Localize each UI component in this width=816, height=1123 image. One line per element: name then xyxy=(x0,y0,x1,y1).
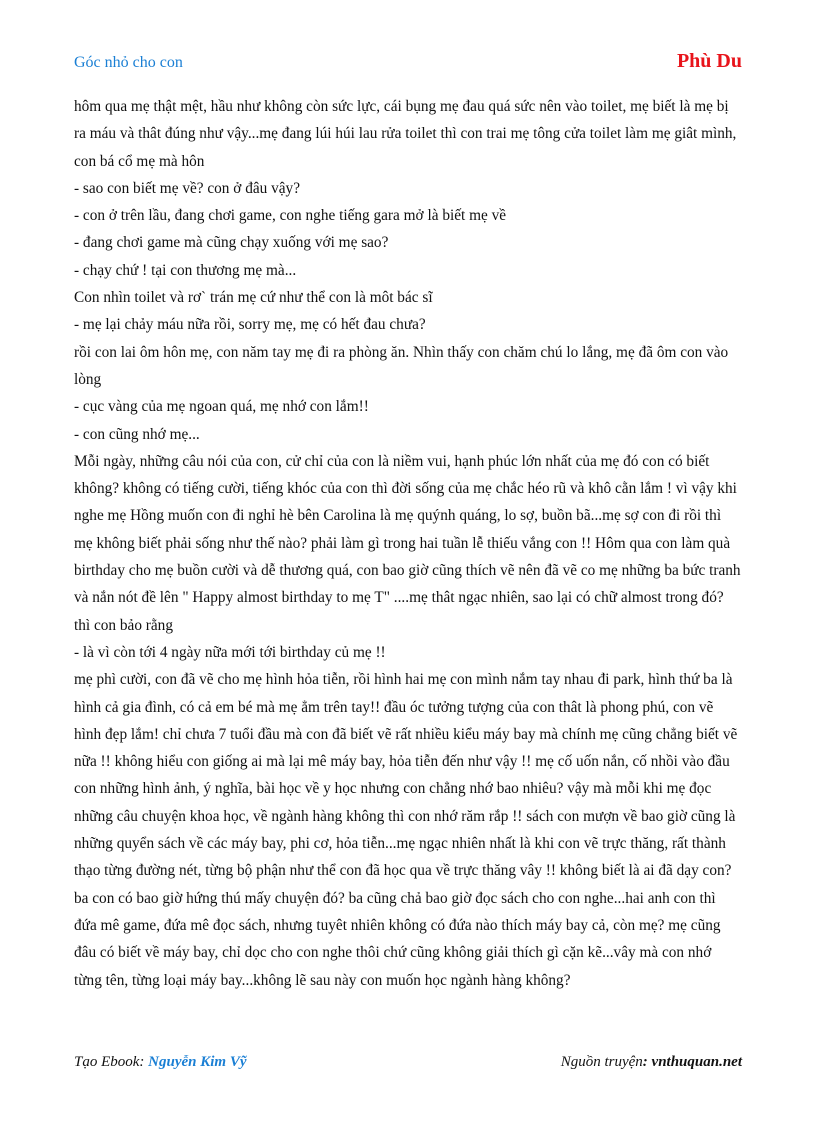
dialogue-line: - con cũng nhớ mẹ... xyxy=(74,425,200,443)
page-header xyxy=(74,50,742,76)
paragraph: Con nhìn toilet và rơ` trán mẹ cứ như thể con là môt bác sĩ xyxy=(74,289,433,307)
dialogue-line: - sao con biết mẹ về? con ở đâu vậy? xyxy=(74,179,300,197)
paragraph: hôm qua mẹ thật mệt, hầu như không còn sức lực, cái bụng mẹ đau quá sức nên vào toilet, mẹ biết là mẹ bị ra máu và thât đúng như vậy...mẹ đang lúi húi lau rửa toilet thì con trai mẹ tông cửa toilet làm mẹ giât mình, con bá cổ mẹ mà hôn xyxy=(74,98,737,170)
paragraph: rồi con lai ôm hôn mẹ, con năm tay mẹ đi ra phòng ăn. Nhìn thấy con chăm chú lo lắng, mẹ đã ôm con vào lòng xyxy=(74,343,729,388)
story-body xyxy=(74,93,742,994)
book-title: Góc nhỏ cho con xyxy=(74,54,183,71)
dialogue-line: - mẹ lại chảy máu nữa rồi, sorry mẹ, mẹ có hết đau chưa? xyxy=(74,316,426,334)
author-name: Phù Du xyxy=(676,50,742,72)
page-footer xyxy=(74,1054,742,1076)
dialogue-line: - đang chơi game mà cũng chạy xuống với mẹ sao? xyxy=(74,234,389,252)
dialogue-line: - cục vàng của mẹ ngoan quá, mẹ nhớ con lắm!! xyxy=(74,398,369,416)
paragraph: mẹ phì cười, con đã vẽ cho mẹ hình hỏa tiễn, rồi hình hai mẹ con mình nắm tay nhau đi park, hình thứ ba là hình cả gia đình, có cả em bé mà mẹ ẳm trên tay!! đầu óc tưởng tượng của con thât là phong phú, con vẽ hình đẹp lắm! chỉ chưa 7 tuổi đầu mà con đã biết vẽ rất nhiều kiểu máy bay mà chính mẹ cũng chẳng biết vẽ nữa !! không hiểu con giống ai mà lại mê máy bay, hỏa tiễn đến như vậy !! mẹ cố uốn nắn, cố nhồi vào đầu con những hình ảnh, ý nghĩa, bài học về y học nhưng con chẳng nhớ bao nhiêu? vậy mà mỗi khi mẹ đọc những câu chuyện khoa học, về ngành hàng không thì con nhớ răm rắp !! sách con mượn về bao giờ cũng là những quyển sách về các máy bay, phi cơ, hỏa tiễn...mẹ ngạc nhiên nhất là khi con vẽ trực thăng, rất thành thạo từng đường nét, từng bộ phận như thể con đã học qua về trực thăng vây !! không biết là ai đã dạy con? ba con có bao giờ hứng thú mấy chuyện đó? ba cũng chả bao giờ đọc sách cho con nghe...hai anh con thì đứa mê game, đứa mê đọc sách, nhưng tuyêt nhiên không có đứa nào thích máy bay cả, còn mẹ? mẹ cũng đâu có biết về máy bay, chỉ dọc cho con nghe thôi chứ cũng không giải thích gì cặn kẽ...vây mà con nhớ từng tên, từng loại máy bay...không lẽ sau này con muốn học ngành hàng không? xyxy=(74,671,738,989)
source-credit xyxy=(561,1054,742,1071)
dialogue-line: - là vì còn tới 4 ngày nữa mới tới birthday củ mẹ !! xyxy=(74,643,386,661)
dialogue-line: - chạy chứ ! tại con thương mẹ mà... xyxy=(74,261,297,279)
source-label: Nguồn truyện xyxy=(560,1054,643,1070)
source-site-link[interactable]: vnthuquan.net xyxy=(651,1054,742,1070)
ebook-author: Nguyễn Kim Vỹ xyxy=(148,1054,247,1070)
ebook-separator: : xyxy=(139,1054,149,1070)
ebook-credit xyxy=(74,1054,247,1071)
paragraph: Mỗi ngày, những câu nói của con, cử chỉ của con là niềm vui, hạnh phúc lớn nhất của mẹ đó con có biết không? không có tiếng cười, tiếng khóc của con thì đời sống của mẹ chắc héo rũ và khô cằn lắm ! vì vậy khi nghe mẹ Hồng muốn con đi nghỉ hè bên Carolina là mẹ quýnh quáng, lo sợ, buồn bã...mẹ sợ con đi rồi thì mẹ không biết phải sống như thế nào? phải làm gì trong hai tuần lễ thiếu vắng con !! Hôm qua con làm quà birthday cho mẹ buồn cười và dễ thương quá, con bao giờ cũng thích vẽ nên đã vẽ co mẹ những ba bức tranh và nắn nót đề lên " Happy almost birthday to mẹ T" ....mẹ thât ngạc nhiên, sao lại có chữ almost trong đó? thì con bảo rằng xyxy=(74,452,741,634)
ebook-label: Tạo Ebook xyxy=(74,1054,140,1070)
source-separator: : xyxy=(642,1054,652,1070)
dialogue-line: - con ở trên lầu, đang chơi game, con nghe tiếng gara mở là biết mẹ về xyxy=(74,207,507,225)
